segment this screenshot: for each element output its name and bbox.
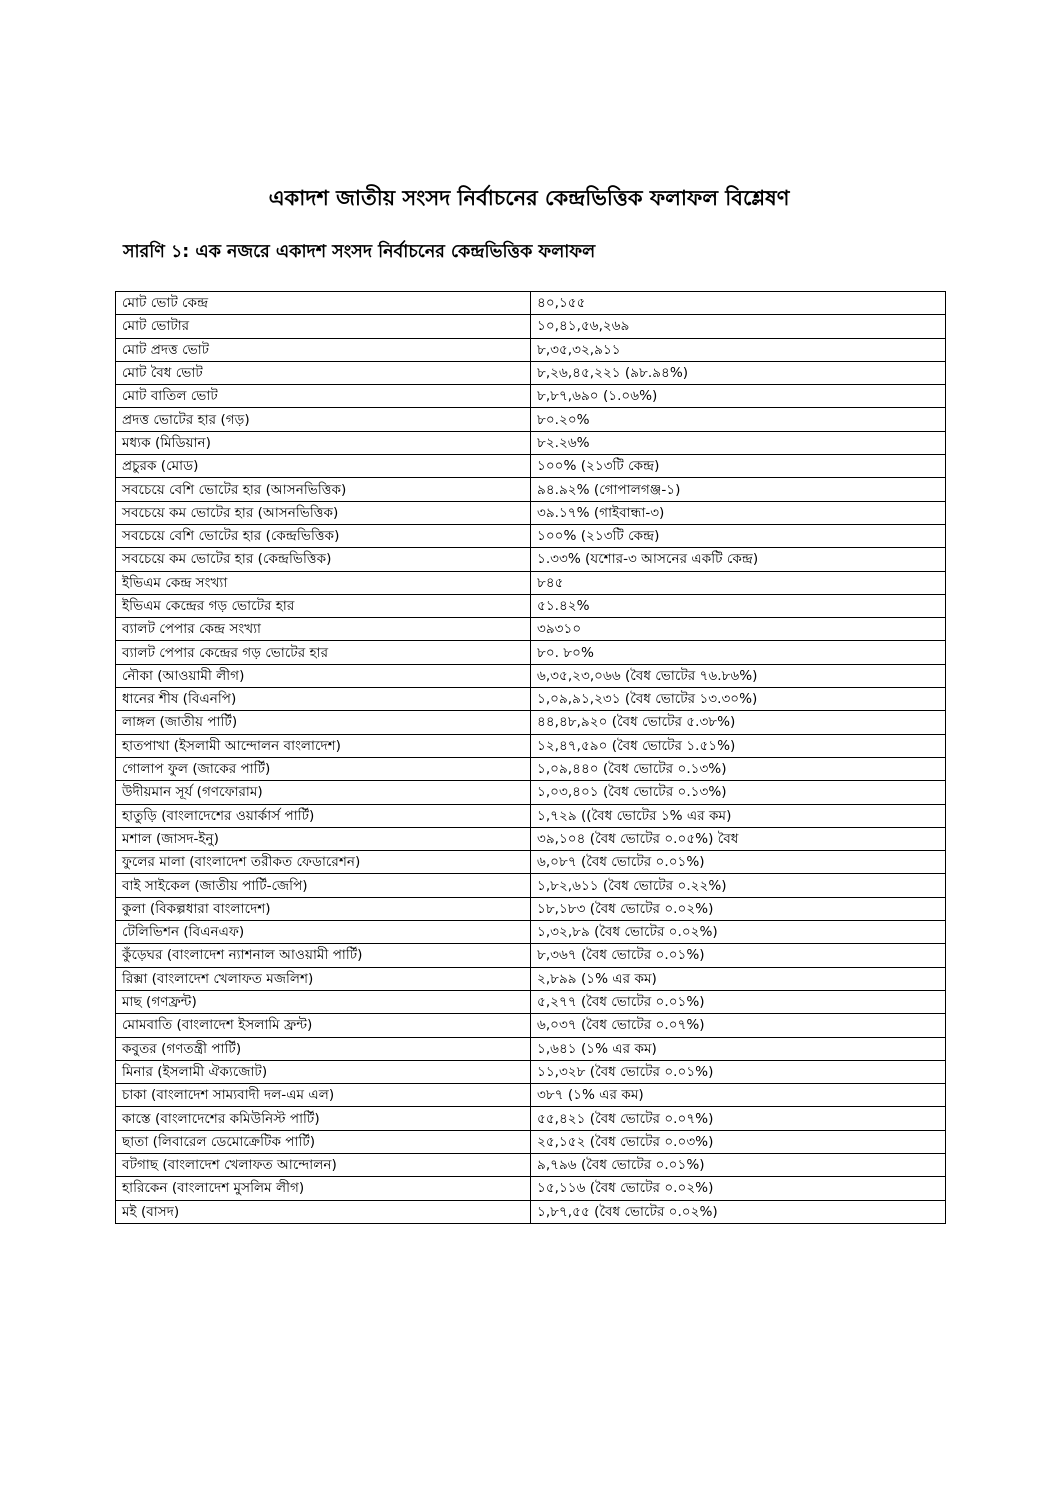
table-row: [116, 478, 946, 501]
table-row: [116, 1014, 946, 1037]
row-value-cell: ৩৯৩১০: [531, 618, 946, 641]
table-row: [116, 1200, 946, 1223]
row-value-cell: ২৫,১৫২ (বৈধ ভোটের ০.০৩%): [531, 1130, 946, 1153]
table-row: [116, 1037, 946, 1060]
table-row: [116, 734, 946, 757]
row-value-cell: ৪০,১৫৫: [531, 292, 946, 315]
row-label-cell: বাই সাইকেল (জাতীয় পার্টি-জেপি): [116, 874, 531, 897]
row-label-cell: মই (বাসদ): [116, 1200, 531, 1223]
table-row: [116, 990, 946, 1013]
table-row: [116, 688, 946, 711]
table-row: [116, 967, 946, 990]
row-label-cell: কুলা (বিকল্পধারা বাংলাদেশ): [116, 897, 531, 920]
row-value-cell: ৬,৩৫,২৩,০৬৬ (বৈধ ভোটের ৭৬.৮৬%): [531, 664, 946, 687]
row-label-cell: সবচেয়ে কম ভোটের হার (আসনভিত্তিক): [116, 501, 531, 524]
row-label-cell: ইভিএম কেন্দ্রের গড় ভোটের হার: [116, 594, 531, 617]
table-row: [116, 501, 946, 524]
table-row: [116, 851, 946, 874]
row-label-cell: কবুতর (গণতন্ত্রী পার্টি): [116, 1037, 531, 1060]
row-label-cell: বটগাছ (বাংলাদেশ খেলাফত আন্দোলন): [116, 1153, 531, 1176]
row-label-cell: টেলিভিশন (বিএনএফ): [116, 921, 531, 944]
row-value-cell: ১,৭২৯ ((বৈধ ভোটের ১% এর কম): [531, 804, 946, 827]
row-value-cell: ৮,৩৫,৩২,৯১১: [531, 338, 946, 361]
row-label-cell: কুঁড়েঘর (বাংলাদেশ ন্যাশনাল আওয়ামী পার্টি): [116, 944, 531, 967]
table-row: [116, 757, 946, 780]
table-row: [116, 408, 946, 431]
table-row: [116, 431, 946, 454]
table-row: [116, 385, 946, 408]
row-value-cell: ১,০৯,৪৪০ (বৈধ ভোটের ০.১৩%): [531, 757, 946, 780]
row-value-cell: ৫,২৭৭ (বৈধ ভোটের ০.০১%): [531, 990, 946, 1013]
row-value-cell: ১,৮৭,৫৫ (বৈধ ভোটের ০.০২%): [531, 1200, 946, 1223]
row-value-cell: ১৫,১১৬ (বৈধ ভোটের ০.০২%): [531, 1177, 946, 1200]
row-value-cell: ১১,৩২৮ (বৈধ ভোটের ০.০১%): [531, 1060, 946, 1083]
row-value-cell: ১,৮২,৬১১ (বৈধ ভোটের ০.২২%): [531, 874, 946, 897]
row-label-cell: ধানের শীষ (বিএনপি): [116, 688, 531, 711]
table-row: [116, 361, 946, 384]
table-row: [116, 664, 946, 687]
table-row: [116, 548, 946, 571]
table-row: [116, 781, 946, 804]
table-row: [116, 944, 946, 967]
table-row: [116, 338, 946, 361]
row-label-cell: প্রদত্ত ভোটের হার (গড়): [116, 408, 531, 431]
row-value-cell: ১০০% (২১৩টি কেন্দ্র): [531, 524, 946, 547]
row-value-cell: ১৮,১৮৩ (বৈধ ভোটের ০.০২%): [531, 897, 946, 920]
row-value-cell: ১২,৪৭,৫৯০ (বৈধ ভোটের ১.৫১%): [531, 734, 946, 757]
table-row: [116, 827, 946, 850]
results-table: [115, 291, 946, 1224]
row-label-cell: ফুলের মালা (বাংলাদেশ তরীকত ফেডারেশন): [116, 851, 531, 874]
table-caption: সারণি ১: এক নজরে একাদশ সংসদ নির্বাচনের কেন্দ্রভিত্তিক ফলাফল: [123, 242, 596, 262]
table-row: [116, 1107, 946, 1130]
document-title: একাদশ জাতীয় সংসদ নির্বাচনের কেন্দ্রভিত্তিক ফলাফল বিশ্লেষণ: [268, 186, 790, 210]
row-value-cell: ৫১.৪২%: [531, 594, 946, 617]
table-row: [116, 571, 946, 594]
row-label-cell: মোট প্রদত্ত ভোট: [116, 338, 531, 361]
row-label-cell: রিক্সা (বাংলাদেশ খেলাফত মজলিশ): [116, 967, 531, 990]
row-label-cell: মশাল (জাসদ-ইনু): [116, 827, 531, 850]
row-label-cell: লাঙ্গল (জাতীয় পার্টি): [116, 711, 531, 734]
row-value-cell: ৪৪,৪৮,৯২০ (বৈধ ভোটের ৫.৩৮%): [531, 711, 946, 734]
row-value-cell: ১০,৪১,৫৬,২৬৯: [531, 315, 946, 338]
table-row: [116, 455, 946, 478]
table-row: [116, 1130, 946, 1153]
row-label-cell: মোট বৈধ ভোট: [116, 361, 531, 384]
row-label-cell: চাকা (বাংলাদেশ সাম্যবাদী দল-এম এল): [116, 1084, 531, 1107]
row-value-cell: ৩৯.১৭% (গাইবান্ধা-৩): [531, 501, 946, 524]
row-value-cell: ৮২.২৬%: [531, 431, 946, 454]
row-value-cell: ৯৪.৯২% (গোপালগঞ্জ-১): [531, 478, 946, 501]
row-value-cell: ৩৮৭ (১% এর কম): [531, 1084, 946, 1107]
table-row: [116, 641, 946, 664]
row-label-cell: উদীয়মান সূর্য (গণফোরাম): [116, 781, 531, 804]
row-label-cell: ইভিএম কেন্দ্র সংখ্যা: [116, 571, 531, 594]
row-value-cell: ২,৮৯৯ (১% এর কম): [531, 967, 946, 990]
row-value-cell: ৬,০৮৭ (বৈধ ভোটের ০.০১%): [531, 851, 946, 874]
row-label-cell: ছাতা (লিবারেল ডেমোক্রেটিক পার্টি): [116, 1130, 531, 1153]
row-value-cell: ১,০৯,৯১,২৩১ (বৈধ ভোটের ১৩.৩০%): [531, 688, 946, 711]
table-row: [116, 315, 946, 338]
row-label-cell: মাছ (গণফ্রন্ট): [116, 990, 531, 1013]
table-row: [116, 874, 946, 897]
row-value-cell: ১,৬৪১ (১% এর কম): [531, 1037, 946, 1060]
row-value-cell: ৮৪৫: [531, 571, 946, 594]
table-row: [116, 711, 946, 734]
row-label-cell: হাতুড়ি (বাংলাদেশের ওয়ার্কার্স পার্টি): [116, 804, 531, 827]
row-label-cell: মোট বাতিল ভোট: [116, 385, 531, 408]
table-row: [116, 1060, 946, 1083]
row-label-cell: হারিকেন (বাংলাদেশ মুসলিম লীগ): [116, 1177, 531, 1200]
table-row: [116, 524, 946, 547]
row-label-cell: মোট ভোট কেন্দ্র: [116, 292, 531, 315]
row-label-cell: মোট ভোটার: [116, 315, 531, 338]
row-label-cell: সবচেয়ে বেশি ভোটের হার (আসনভিত্তিক): [116, 478, 531, 501]
row-label-cell: সবচেয়ে বেশি ভোটের হার (কেন্দ্রভিত্তিক): [116, 524, 531, 547]
row-value-cell: ১,৩২,৮৯ (বৈধ ভোটের ০.০২%): [531, 921, 946, 944]
row-value-cell: ৮,৩৬৭ (বৈধ ভোটের ০.০১%): [531, 944, 946, 967]
results-table-body: [116, 292, 946, 1224]
row-label-cell: গোলাপ ফুল (জাকের পার্টি): [116, 757, 531, 780]
row-value-cell: ৮০.২০%: [531, 408, 946, 431]
row-label-cell: মধ্যক (মিডিয়ান): [116, 431, 531, 454]
row-value-cell: ৬,০৩৭ (বৈধ ভোটের ০.০৭%): [531, 1014, 946, 1037]
table-row: [116, 594, 946, 617]
table-row: [116, 1153, 946, 1176]
table-row: [116, 804, 946, 827]
table-row: [116, 618, 946, 641]
row-label-cell: নৌকা (আওয়ামী লীগ): [116, 664, 531, 687]
row-value-cell: ১০০% (২১৩টি কেন্দ্র): [531, 455, 946, 478]
table-row: [116, 897, 946, 920]
row-value-cell: ৮,৮৭,৬৯০ (১.০৬%): [531, 385, 946, 408]
row-label-cell: মোমবাতি (বাংলাদেশ ইসলামি ফ্রন্ট): [116, 1014, 531, 1037]
table-row: [116, 921, 946, 944]
row-value-cell: ৩৯,১০৪ (বৈধ ভোটের ০.০৫%) বৈধ: [531, 827, 946, 850]
row-value-cell: ৫৫,৪২১ (বৈধ ভোটের ০.০৭%): [531, 1107, 946, 1130]
row-label-cell: ব্যালট পেপার কেন্দ্র সংখ্যা: [116, 618, 531, 641]
row-label-cell: হাতপাখা (ইসলামী আন্দোলন বাংলাদেশ): [116, 734, 531, 757]
row-value-cell: ১.৩৩% (যশোর-৩ আসনের একটি কেন্দ্র): [531, 548, 946, 571]
row-label-cell: মিনার (ইসলামী ঐক্যজোট): [116, 1060, 531, 1083]
row-label-cell: ব্যালট পেপার কেন্দ্রের গড় ভোটের হার: [116, 641, 531, 664]
row-value-cell: ৯,৭৯৬ (বৈধ ভোটের ০.০১%): [531, 1153, 946, 1176]
row-value-cell: ৮০. ৮০%: [531, 641, 946, 664]
row-label-cell: সবচেয়ে কম ভোটের হার (কেন্দ্রভিত্তিক): [116, 548, 531, 571]
table-row: [116, 1177, 946, 1200]
row-label-cell: কাস্তে (বাংলাদেশের কমিউনিস্ট পার্টি): [116, 1107, 531, 1130]
table-row: [116, 292, 946, 315]
row-value-cell: ১,০৩,৪০১ (বৈধ ভোটের ০.১৩%): [531, 781, 946, 804]
row-label-cell: প্রচুরক (মোড): [116, 455, 531, 478]
row-value-cell: ৮,২৬,৪৫,২২১ (৯৮.৯৪%): [531, 361, 946, 384]
table-row: [116, 1084, 946, 1107]
